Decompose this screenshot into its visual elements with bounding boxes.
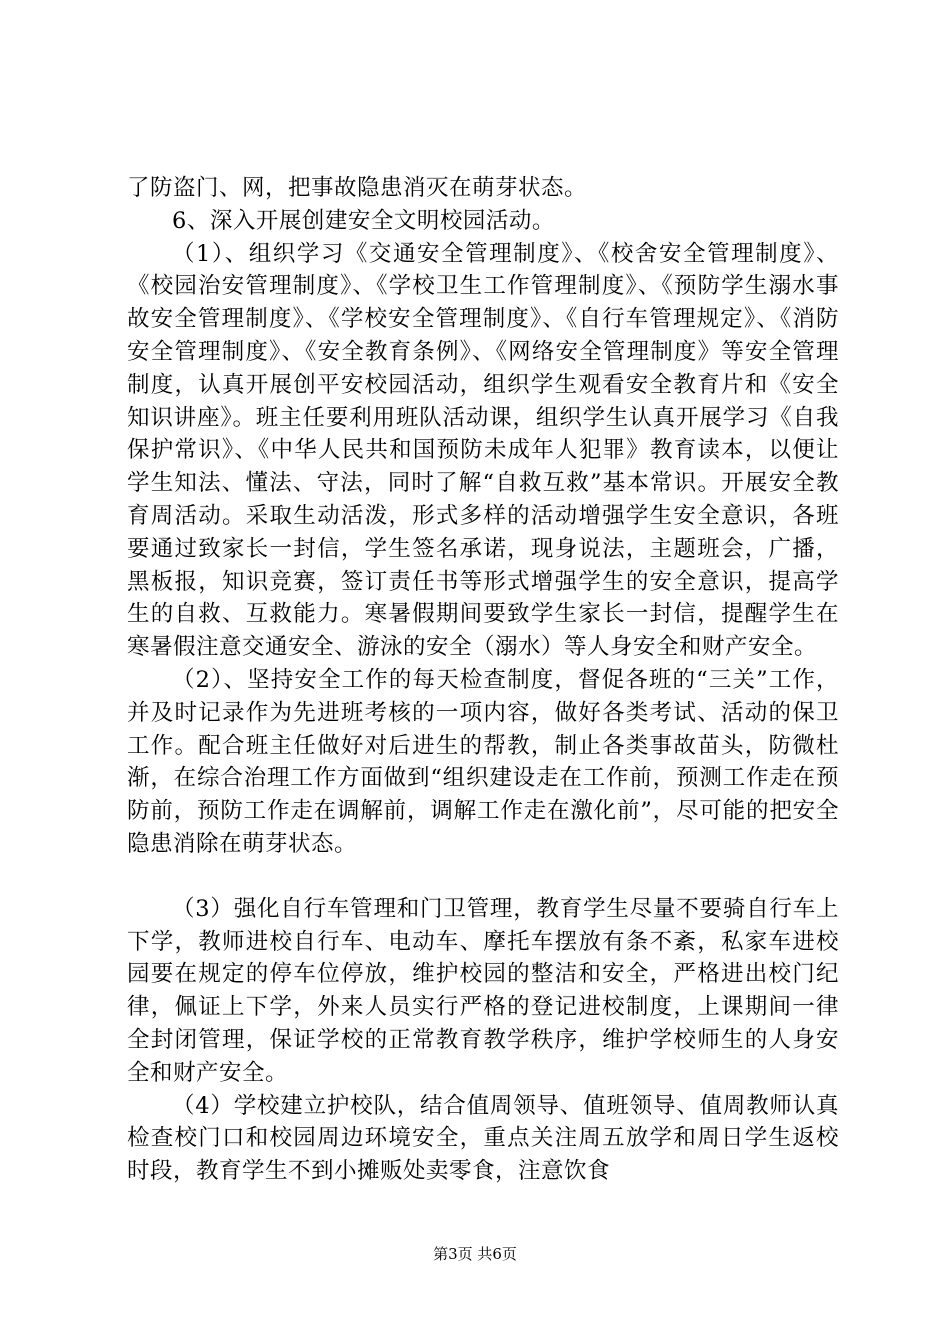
paragraph-item-4: （4）学校建立护校队，结合值周领导、值班领导、值周教师认真检查校门口和校园周边环境安全，重点关注周五放学和周日学生返校时段，教育学生不到小摊贩处卖零食，注意饮食 xyxy=(127,1092,839,1185)
page-number-footer: 第3页 共6页 xyxy=(433,1245,517,1263)
paragraph-continuation: 了防盗门、网，把事故隐患消灭在萌芽状态。 xyxy=(127,175,588,201)
paragraph-section-6-heading: 6、深入开展创建安全文明校园活动。 xyxy=(172,207,555,234)
paragraph-item-2: （2）、坚持安全工作的每天检查制度，督促各班的“三关”工作，并及时记录作为先进班考核的一项内容，做好各类考试、活动的保卫工作。配合班主任做好对后进生的帮教，制止各类事故苗头，防微杜渐，在综合治理工作方面做到“组织建设走在工作前，预测工作走在预防前，预防工作走在调解前，调解工作走在激化前”，尽可能的把安全隐患消除在萌芽状态。 xyxy=(127,666,839,857)
paragraph-item-3: （3）强化自行车管理和门卫管理，教育学生尽量不要骑自行车上下学，教师进校自行车、电动车、摩托车摆放有条不紊，私家车进校园要在规定的停车位停放，维护校园的整洁和安全，严格进出校门纪律，佩证上下学，外来人员实行严格的登记进校制度，上课期间一律全封闭管理，保证学校的正常教育教学秩序，维护学校师生的人身安全和财产安全。 xyxy=(127,895,839,1086)
paragraph-item-1: （1）、组织学习《交通安全管理制度》、《校舍安全管理制度》、《校园治安管理制度》、《学校卫生工作管理制度》、《预防学生溺水事故安全管理制度》、《学校安全管理制度》、《自行车管理规定》、《消防安全管理制度》、《安全教育条例》、《网络安全管理制度》等安全管理制度，认真开展创平安校园活动，组织学生观看安全教育片和《安全知识讲座》。班主任要利用班队活动课，组织学生认真开展学习《自我保护常识》、《中华人民共和国预防未成年人犯罪》教育读本，以便让学生知法、懂法、守法，同时了解“自救互救”基本常识。开展安全教育周活动。采取生动活泼，形式多样的活动增强学生安全意识，各班要通过致家长一封信，学生签名承诺，现身说法，主题班会，广播，黑板报，知识竞赛，签订责任书等形式增强学生的安全意识，提高学生的自救、互救能力。寒暑假期间要致学生家长一封信，提醒学生在寒暑假注意交通安全、游泳的安全（溺水）等人身安全和财产安全。 xyxy=(127,240,839,661)
document-body xyxy=(127,172,839,1188)
